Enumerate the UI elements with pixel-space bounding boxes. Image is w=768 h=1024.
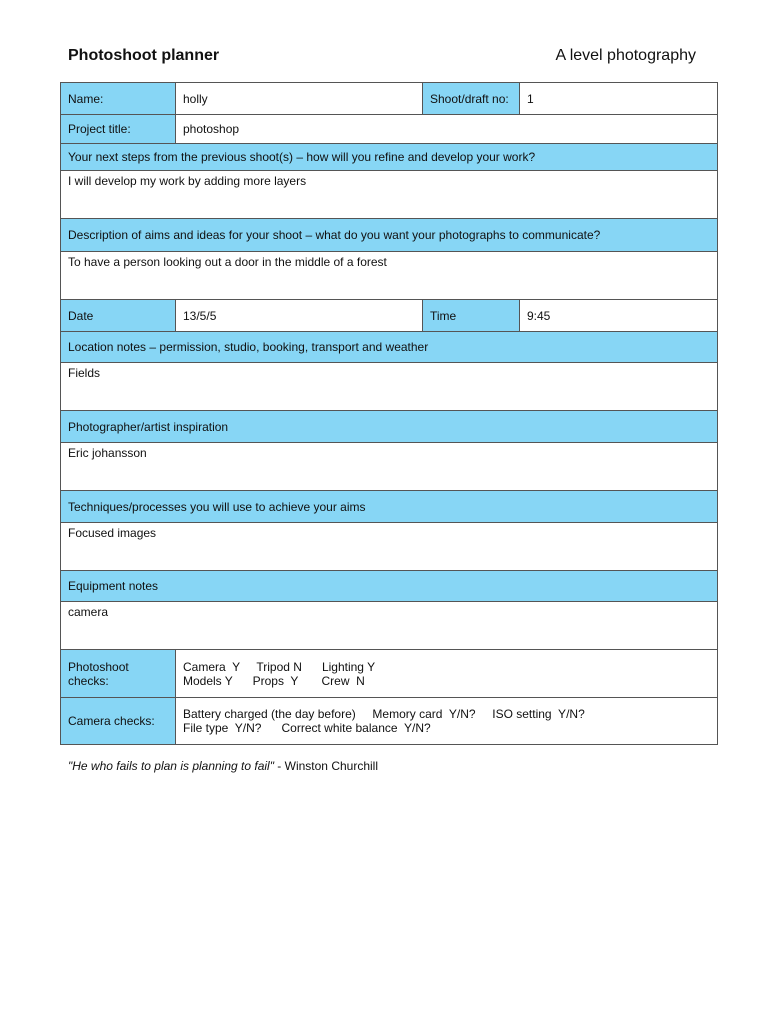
- name-field[interactable]: holly: [176, 83, 423, 115]
- photoshoot-checks-label: Photoshoot checks:: [61, 650, 176, 698]
- next-steps-heading: Your next steps from the previous shoot(s) – how will you refine and develop your work?: [61, 144, 718, 171]
- planner-table: [60, 82, 718, 745]
- photoshoot-checks-line: Models Y Props Y Crew N: [183, 673, 365, 688]
- techniques-field[interactable]: Focused images: [61, 523, 718, 571]
- techniques-heading: Techniques/processes you will use to achieve your aims: [61, 491, 718, 523]
- aims-field[interactable]: To have a person looking out a door in the middle of a forest: [61, 252, 718, 300]
- shoot-draft-field[interactable]: 1: [520, 83, 718, 115]
- inspiration-field[interactable]: Eric johansson: [61, 443, 718, 491]
- camera-checks-line: Battery charged (the day before) Memory card Y/N? ISO setting Y/N?: [183, 707, 585, 721]
- time-label: Time: [423, 300, 520, 332]
- date-field[interactable]: 13/5/5: [176, 300, 423, 332]
- date-label: Date: [61, 300, 176, 332]
- next-steps-field[interactable]: I will develop my work by adding more layers: [61, 171, 718, 219]
- project-title-label: Project title:: [61, 115, 176, 144]
- time-field[interactable]: 9:45: [520, 300, 718, 332]
- photoshoot-checks-field[interactable]: [176, 650, 718, 698]
- photoshoot-checks-line: Camera Y Tripod N Lighting Y: [183, 659, 376, 674]
- location-heading: Location notes – permission, studio, booking, transport and weather: [61, 332, 718, 363]
- equipment-field[interactable]: camera: [61, 602, 718, 650]
- camera-checks-line: File type Y/N? Correct white balance Y/N?: [183, 721, 431, 735]
- name-label: Name:: [61, 83, 176, 115]
- equipment-heading: Equipment notes: [61, 571, 718, 602]
- camera-checks-label: Camera checks:: [61, 698, 176, 745]
- page-subtitle: A level photography: [555, 47, 696, 64]
- camera-checks-field[interactable]: [176, 698, 718, 745]
- project-title-field[interactable]: photoshop: [176, 115, 718, 144]
- page-title: Photoshoot planner: [68, 47, 220, 64]
- quote-attribution: - Winston Churchill: [273, 759, 378, 773]
- quote-text: "He who fails to plan is planning to fail": [68, 759, 274, 773]
- footer-quote: [68, 759, 378, 773]
- location-field[interactable]: Fields: [61, 363, 718, 411]
- aims-heading: Description of aims and ideas for your shoot – what do you want your photographs to communicate?: [61, 219, 718, 252]
- inspiration-heading: Photographer/artist inspiration: [61, 411, 718, 443]
- shoot-draft-label: Shoot/draft no:: [423, 83, 520, 115]
